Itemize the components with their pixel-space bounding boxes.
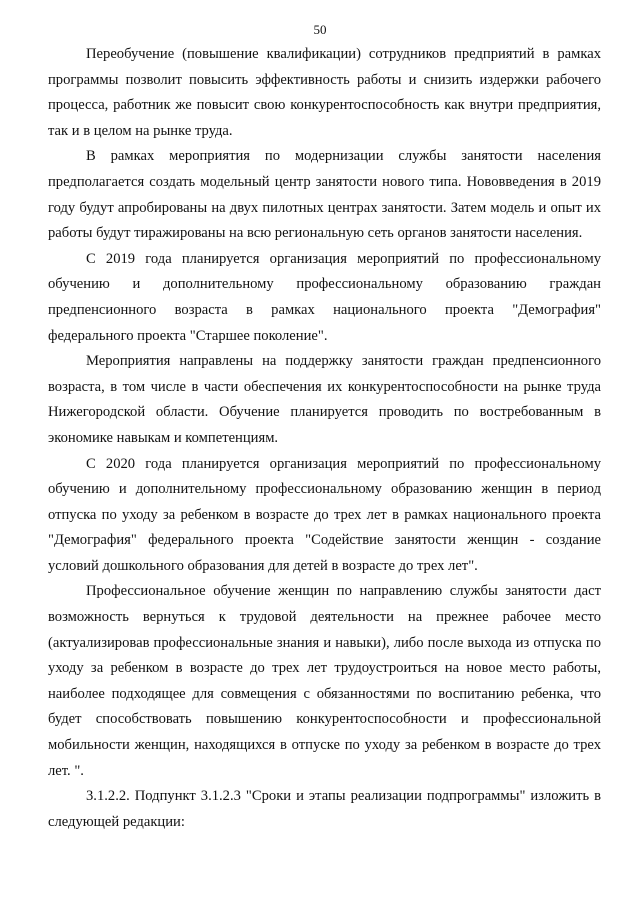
document-body [48, 42, 601, 835]
paragraph-women-vocational-training: Профессиональное обучение женщин по направлению службы занятости даст возможность вернуться к трудовой деятельности на прежнее рабочее место (актуализировав профессиональные знания и навыки), либо после выхода из отпуска по уходу за ребенком в возрасте до трех лет трудоустроиться на новое место работы, наиболее подходящее для совмещения с обязанностями по воспитанию ребенка, что будет способствовать повышению конкурентоспособности и профессиональной мобильности женщин, находящихся в отпуске по уходу за ребенком в возрасте до трех лет. ". [48, 583, 601, 779]
paragraph-2019-pre-retirement-training: С 2019 года планируется организация мероприятий по профессиональному обучению и дополнительному профессиональному образованию граждан предпенсионного возраста в рамках национального проекта "Демография" федерального проекта "Старшее поколение". [48, 250, 601, 344]
paragraph-pre-retirement-support: Мероприятия направлены на поддержку занятости граждан предпенсионного возраста, в том числе в части обеспечения их конкурентоспособности на рынке труда Нижегородской области. Обучение планируется проводить по востребованным в экономике навыкам и компетенциям. [48, 353, 601, 446]
paragraph-subclause-amendment: 3.1.2.2. Подпункт 3.1.2.3 "Сроки и этапы реализации подпрограммы" изложить в следующей редакции: [48, 788, 601, 830]
paragraph-2020-women-training: С 2020 года планируется организация мероприятий по профессиональному обучению и дополнительному профессиональному образованию женщин в период отпуска по уходу за ребенком в возрасте до трех лет в рамках национального проекта "Демография" федерального проекта "Содействие занятости женщин - создание условий дошкольного образования для детей в возрасте до трех лет". [48, 455, 601, 574]
page-number: 50 [313, 22, 327, 37]
paragraph-employment-center-modernization: В рамках мероприятия по модернизации службы занятости населения предполагается создать модельный центр занятости нового типа. Нововведения в 2019 году будут апробированы на двух пилотных центрах занятости. Затем модель и опыт их работы будут тиражированы на всю региональную сеть органов занятости населения. [48, 148, 601, 242]
paragraph-retraining: Переобучение (повышение квалификации) сотрудников предприятий в рамках программы позволит повысить эффективность работы и снизить издержки рабочего процесса, работник же повысит свою конкурентоспособность как внутри предприятия, так и в целом на рынке труда. [48, 46, 601, 139]
